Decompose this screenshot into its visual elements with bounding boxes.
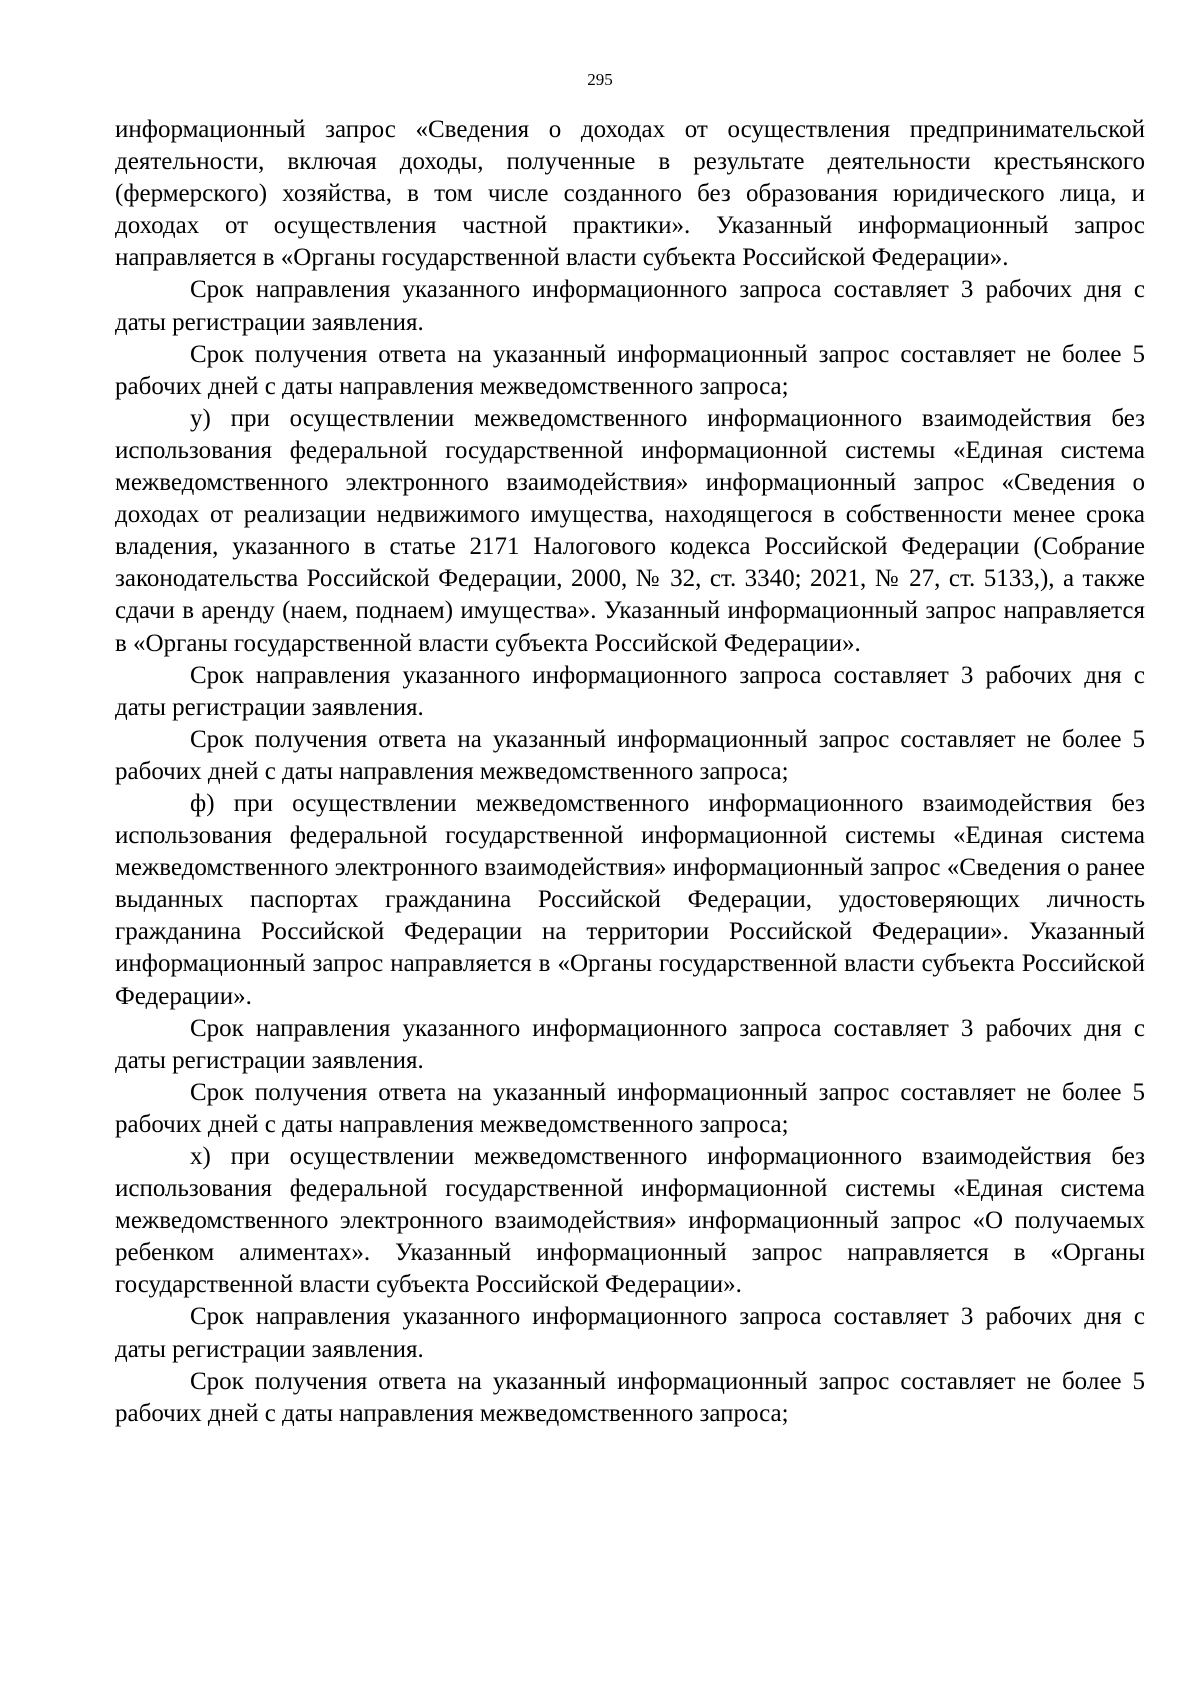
paragraph: Срок направления указанного информационного запроса составляет 3 рабочих дня с даты регистрации заявления. xyxy=(115,1303,1145,1363)
paragraph: Срок получения ответа на указанный информационный запрос составляет не более 5 рабочих дней с даты направления межведомственного запроса; xyxy=(115,340,1145,400)
paragraph: Срок направления указанного информационного запроса составляет 3 рабочих дня с даты регистрации заявления. xyxy=(115,276,1145,336)
paragraph-item-u: у) при осуществлении межведомственного информационного взаимодействия без использования федеральной государственной информационной системы «Единая система межведомственного электронного взаимодействия» информационный запрос «Сведения о доходах от реализации недвижимого имущества, находящегося в собственности менее срока владения, указанного в статье 2171 Налогового кодекса Российской Федерации (Собрание законодательства Российской Федерации, 2000, № 32, ст. 3340; 2021, № 27, ст. 5133,), а также сдачи в аренду (наем, поднаем) имущества». Указанный информационный запрос направляется в «Органы государственной власти субъекта Российской Федерации». xyxy=(115,404,1145,657)
paragraph: Срок направления указанного информационного запроса составляет 3 рабочих дня с даты регистрации заявления. xyxy=(115,1014,1145,1074)
paragraph: Срок получения ответа на указанный информационный запрос составляет не более 5 рабочих дней с даты направления межведомственного запроса; xyxy=(115,725,1145,785)
document-body xyxy=(115,114,1145,1430)
paragraph-continuation: информационный запрос «Сведения о доходах от осуществления предпринимательской деятельности, включая доходы, полученные в результате деятельности крестьянского (фермерского) хозяйства, в том числе созданного без образования юридического лица, и доходах от осуществления частной практики». Указанный информационный запрос направляется в «Органы государственной власти субъекта Российской Федерации». xyxy=(115,116,1145,272)
page-number: 295 xyxy=(587,70,613,89)
paragraph: Срок получения ответа на указанный информационный запрос составляет не более 5 рабочих дней с даты направления межведомственного запроса; xyxy=(115,1367,1145,1427)
paragraph-item-kh: х) при осуществлении межведомственного информационного взаимодействия без использования федеральной государственной информационной системы «Единая система межведомственного электронного взаимодействия» информационный запрос «О получаемых ребенком алиментах». Указанный информационный запрос направляется в «Органы государственной власти субъекта Российской Федерации». xyxy=(115,1143,1145,1299)
paragraph: Срок получения ответа на указанный информационный запрос составляет не более 5 рабочих дней с даты направления межведомственного запроса; xyxy=(115,1078,1145,1138)
paragraph: Срок направления указанного информационного запроса составляет 3 рабочих дня с даты регистрации заявления. xyxy=(115,661,1145,721)
paragraph-item-f: ф) при осуществлении межведомственного информационного взаимодействия без использования федеральной государственной информационной системы «Единая система межведомственного электронного взаимодействия» информационный запрос «Сведения о ранее выданных паспортах гражданина Российской Федерации, удостоверяющих личность гражданина Российской Федерации на территории Российской Федерации». Указанный информационный запрос направляется в «Органы государственной власти субъекта Российской Федерации». xyxy=(115,789,1145,1010)
